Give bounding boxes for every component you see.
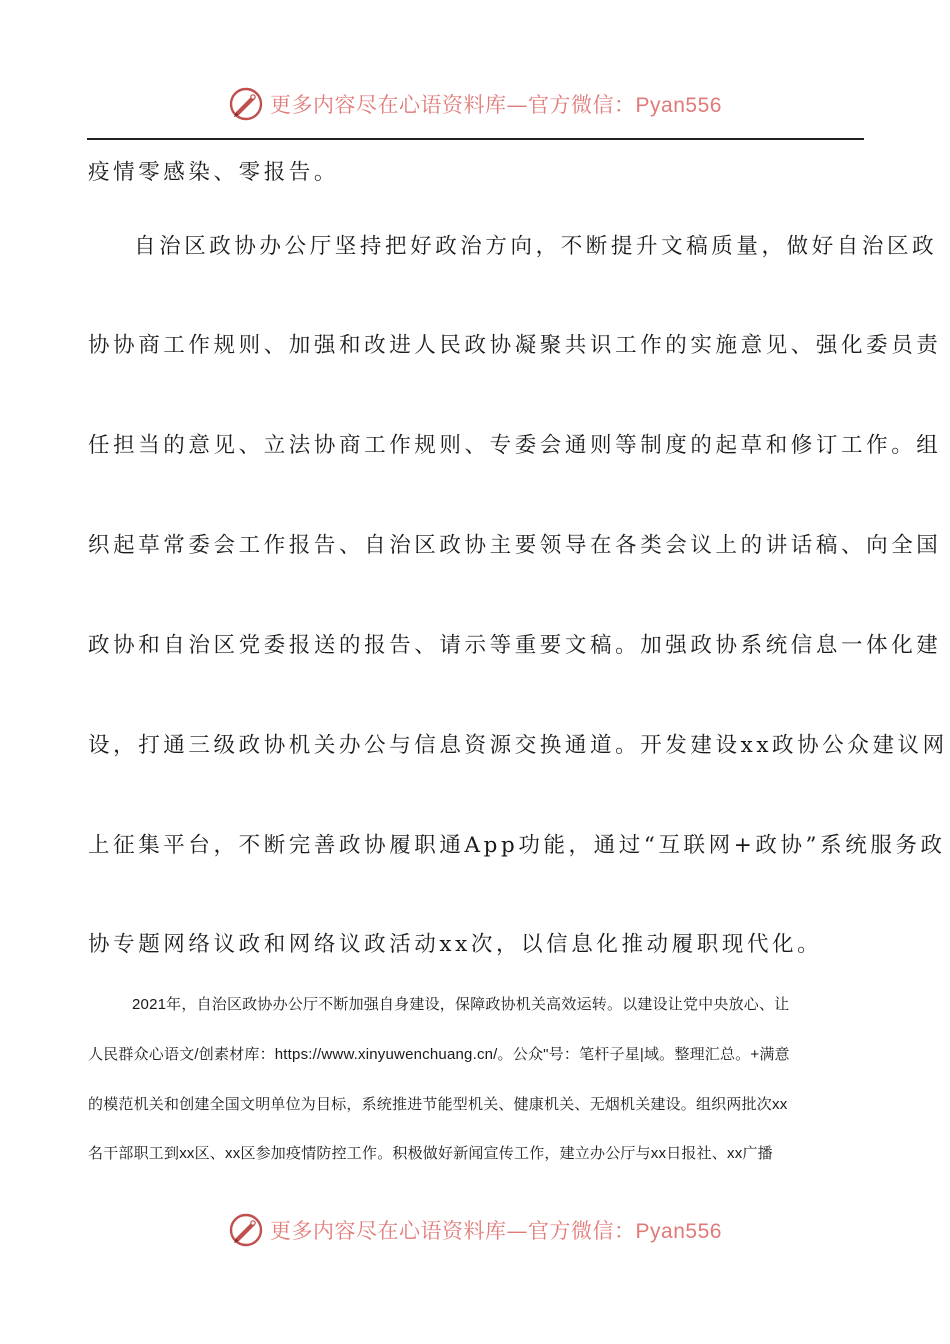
banner-text: 更多内容尽在心语资料库—官方微信：Pyan556	[270, 1219, 722, 1243]
pen-logo-icon	[228, 86, 264, 122]
body-line: 协专题网络议政和网络议政活动xx次，以信息化推动履职现代化。	[88, 932, 823, 957]
banner-text: 更多内容尽在心语资料库—官方微信：Pyan556	[270, 93, 722, 117]
small-paragraph-line: 的模范机关和创建全国文明单位为目标，系统推进节能型机关、健康机关、无烟机关建设。组织两批次xx	[88, 1096, 788, 1113]
small-paragraph-line: 人民群众心语文/创素材库：https://www.xinyuwenchuang.cn/。公众"号：笔杆子星|域。整理汇总。+满意	[88, 1046, 790, 1063]
header-watermark-banner	[0, 82, 950, 126]
body-line: 疫情零感染、零报告。	[88, 160, 340, 185]
body-line: 自治区政协办公厅坚持把好政治方向，不断提升文稿质量，做好自治区政	[134, 234, 938, 259]
small-paragraph-line: 2021年，自治区政协办公厅不断加强自身建设，保障政协机关高效运转。以建设让党中央放心、让	[132, 996, 790, 1013]
body-line: 上征集平台，不断完善政协履职通App功能，通过“互联网+政协”系统服务政	[88, 833, 946, 858]
body-line: 协协商工作规则、加强和改进人民政协凝聚共识工作的实施意见、强化委员责	[88, 333, 942, 358]
body-line: 设，打通三级政协机关办公与信息资源交换通道。开发建设xx政协公众建议网	[88, 733, 948, 758]
body-line: 任担当的意见、立法协商工作规则、专委会通则等制度的起草和修订工作。组	[88, 433, 942, 458]
body-line: 政协和自治区党委报送的报告、请示等重要文稿。加强政协系统信息一体化建	[88, 633, 942, 658]
pen-logo-icon	[228, 1212, 264, 1248]
footer-watermark-banner	[0, 1208, 950, 1252]
header-divider	[87, 138, 864, 140]
small-paragraph-line: 名干部职工到xx区、xx区参加疫情防控工作。积极做好新闻宣传工作，建立办公厅与xx日报社、xx广播	[88, 1145, 773, 1162]
body-line: 织起草常委会工作报告、自治区政协主要领导在各类会议上的讲话稿、向全国	[88, 533, 942, 558]
